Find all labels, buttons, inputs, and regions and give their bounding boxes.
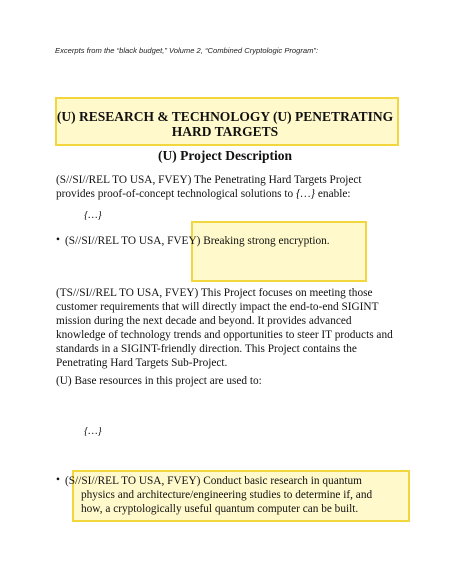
redaction-marker-1: {…} (84, 210, 102, 221)
paragraph-base-resources: (U) Base resources in this project are used to: (56, 375, 262, 387)
bullet-quantum (65, 474, 395, 516)
intro-end: enable: (315, 188, 351, 200)
title-line-2: HARD TARGETS (171, 124, 279, 139)
bullet-quantum-line-1: (S//SI//REL TO USA, FVEY) Conduct basic research in quantum (65, 475, 362, 487)
title-line-1: (U) RESEARCH & TECHNOLOGY (U) PENETRATING (56, 109, 394, 124)
bullet-dot-2: • (56, 474, 60, 486)
redaction-marker-2: {…} (84, 426, 102, 437)
bullet-dot-1: • (56, 234, 60, 246)
intro-text: (S//SI//REL TO USA, FVEY) The Penetrating Hard Targets Project provides proof-of-concept technological solutions to (56, 174, 362, 200)
intro-redaction: {…} (296, 188, 316, 200)
paragraph-intro (56, 173, 396, 201)
paragraph-mission: (TS//SI//REL TO USA, FVEY) This Project focuses on meeting those customer requirements that will directly impact the end-to-end SIGINT mission during the next decade and beyond. It provides advanced knowledge of technology trends and opportunities to steer IT products and standards in a SIGINT-friendly direction. This Project contains the Penetrating Hard Targets Sub-Project. (56, 287, 393, 369)
section-title (55, 109, 395, 139)
encryption-highlight (191, 221, 367, 282)
bullet-quantum-rest: physics and architecture/engineering studies to determine if, and how, a cryptologically useful quantum computer can be built. (81, 489, 373, 515)
excerpt-caption: Excerpts from the “black budget,” Volume 2, “Combined Cryptologic Program”: (55, 46, 319, 55)
project-description-heading: (U) Project Description (158, 148, 292, 163)
bullet-encryption: (S//SI//REL TO USA, FVEY) Breaking strong encryption. (65, 235, 330, 247)
